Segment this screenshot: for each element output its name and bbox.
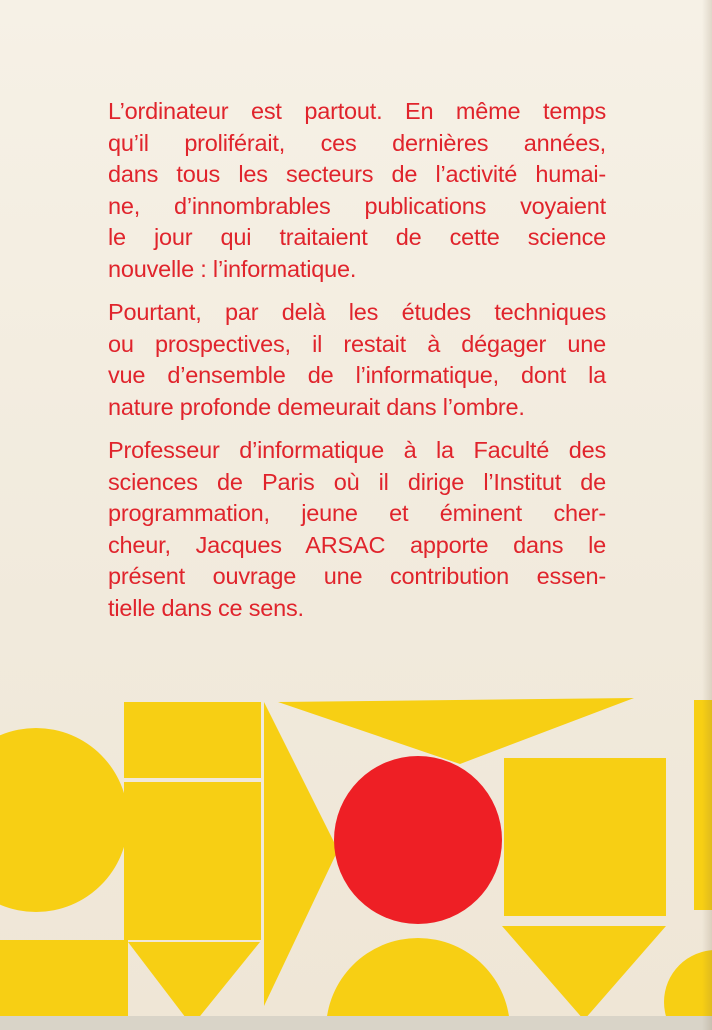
- yellow-half-circle-shape: [0, 728, 128, 912]
- blurb-text: [108, 96, 606, 636]
- yellow-square-small-shape: [124, 702, 261, 778]
- blurb-line: vue d’ensemble de l’informatique, dont la: [108, 362, 606, 388]
- blurb-line: dans tous les secteurs de l’activité humai-: [108, 161, 606, 187]
- blurb-line: présent ouvrage une contribution essen-: [108, 563, 606, 589]
- yellow-rect-large-shape: [124, 782, 261, 940]
- geometric-pattern: [0, 690, 712, 1030]
- blurb-line: tielle dans ce sens.: [108, 594, 304, 621]
- blurb-line: L’ordinateur est partout. En même temps: [108, 98, 606, 124]
- yellow-square-right-shape: [504, 758, 666, 916]
- blurb-line: ou prospectives, il restait à dégager une: [108, 330, 606, 357]
- blurb-line: ne, d’innombrables publications voyaient: [108, 192, 606, 219]
- cover-edge-shadow: [702, 0, 712, 1030]
- yellow-down-triangle-shape: [128, 942, 260, 1026]
- yellow-bottom-right-triangle-shape: [502, 926, 666, 1020]
- blurb-line: le jour qui traitaient de cette science: [108, 224, 606, 250]
- blurb-line: qu’il proliférait, ces dernières années,: [108, 129, 606, 156]
- blurb-paragraph-2: [108, 297, 606, 423]
- blurb-paragraph-1: [108, 96, 606, 285]
- blurb-line: sciences de Paris où il dirige l’Institut de: [108, 468, 606, 495]
- yellow-inverted-triangle-shape: [278, 698, 634, 764]
- blurb-line: Pourtant, par delà les études techniques: [108, 299, 606, 325]
- yellow-arrow-shape: [264, 702, 338, 1006]
- blurb-paragraph-3: [108, 435, 606, 624]
- red-circle-shape: [334, 756, 502, 924]
- blurb-line: programmation, jeune et éminent cher-: [108, 500, 606, 526]
- scan-bottom-edge: [0, 1016, 712, 1030]
- blurb-line: nature profonde demeurait dans l’ombre.: [108, 393, 525, 420]
- blurb-line: nouvelle : l’informatique.: [108, 255, 357, 282]
- blurb-line: Professeur d’informatique à la Faculté des: [108, 437, 606, 463]
- blurb-line: cheur, Jacques ARSAC apporte dans le: [108, 531, 606, 558]
